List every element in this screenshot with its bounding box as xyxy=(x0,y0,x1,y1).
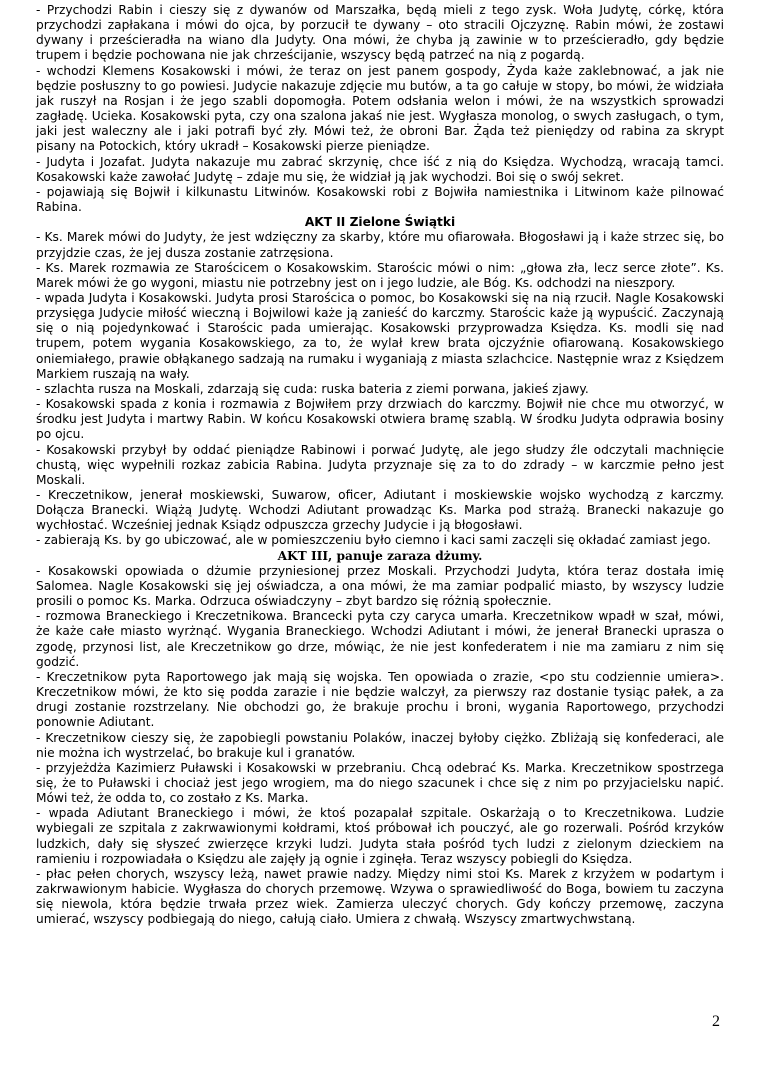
paragraph: - Kosakowski opowiada o dżumie przyniesionej przez Moskali. Przychodzi Judyta, która teraz dostała imię Salomea. Nagle Kosakowski się jej oświadcza, a ona mówi, że ma zamiar podpalić miasto, by wszyscy ludzie prosili o pomoc Ks. Marka. Odrzuca oświadczyny – zbyt bardzo się różnią społecznie. xyxy=(36,563,724,609)
paragraph: - Kreczetnikow, jenerał moskiewski, Suwarow, oficer, Adiutant i moskiewskie wojsko wychodzą z karczmy. Dołącza Branecki. Wiążą Judytę. Wchodzi Adiutant prowadząc Ks. Marka pod strażą. Branecki nakazuje go wychłostać. Wcześniej jednak Ksiądz odpuszcza grzechy Judycie i ją błogosławi. xyxy=(36,488,724,533)
paragraph: - Judyta i Jozafat. Judyta nakazuje mu zabrać skrzynię, chce iść z nią do Księdza. Wychodzą, wracają tamci. Kosakowski każe zawołać Judytę – zdaje mu się, że widział ją jak wychodzi. Boi się o swój sekret. xyxy=(36,154,724,184)
paragraph: - Przychodzi Rabin i cieszy się z dywanów od Marszałka, będą mieli z tego zysk. Woła Judytę, córkę, która przychodzi zapłakana i mówi do ojca, by porzucił te dywany – oto stracili Ojczyznę. Rabin mówi, że zostawi dywany i prześcieradła na wiano dla Judyty. Ona mówi, że chyba ją zawinie w to prześcieradło, gdy będzie trupem i będzie pochowana nie jak chrześcijanie, wszyscy będą patrzeć na nią z pogardą. xyxy=(36,3,724,63)
paragraph: - Kreczetnikow cieszy się, że zapobiegli powstaniu Polaków, inaczej byłoby ciężko. Zbliżają się konfederaci, ale nie można ich wystrzelać, bo brakuje kul i granatów. xyxy=(36,730,724,760)
paragraph: - wpada Adiutant Braneckiego i mówi, że ktoś pozapalał szpitale. Oskarżają o to Kreczetnikowa. Ludzie wybiegali ze szpitala z zakrwawionymi kołdrami, ktoś próbował ich pouczyć, ale go rozerwali. Pośród krzyków ludzkich, dały się słyszeć zwierzęce krzyki ludzi. Judyta stała pośród tych ludzi z zielonym dzieckiem na ramieniu i rozpowiadała o Księdzu ale zajęły ją ognie i zginęła. Teraz wszyscy pobiegli do Księdza. xyxy=(36,806,724,866)
paragraph: - szlachta rusza na Moskali, zdarzają się cuda: ruska bateria z ziemi porwana, jakieś zjawy. xyxy=(36,381,589,396)
paragraph: - przyjeżdża Kazimierz Puławski i Kosakowski w przebraniu. Chcą odebrać Ks. Marka. Kreczetnikow spostrzega się, że to Puławski i chociaż jest jego wrogiem, ma do niego szacunek i chce się z nim po przyjacielsku napić. Mówi też, że odda to, co zostało z Ks. Marka. xyxy=(36,760,724,806)
paragraph: - Kosakowski przybył by oddać pieniądze Rabinowi i porwać Judytę, ale jego słudzy źle odczytali machnięcie chustą, więc wypełnili rozkaz zabicia Rabina. Judyta przyznaje się za to do zdrady – w karczmie pełno jest Moskali. xyxy=(36,442,724,487)
paragraph: - Kosakowski spada z konia i rozmawia z Bojwiłem przy drzwiach do karczmy. Bojwił nie chce mu otworzyć, w środku jest Judyta i martwy Rabin. W końcu Kosakowski otwiera bramę szablą. W środku Judyta odprawia bosiny po ojcu. xyxy=(36,397,724,442)
document-body xyxy=(36,3,724,928)
paragraph: - płac pełen chorych, wszyscy leżą, nawet prawie nadzy. Między nimi stoi Ks. Marek z krzyżem w podartym i zakrwawionym habicie. Wygłasza do chorych przemowę. Wzywa o sprawiedliwość do Boga, bowiem tu zaczyna się niewola, która będzie trwała przez wiek. Zamierza uleczyć chorych. Gdy kończy przemowę, zaczyna umierać, wszyscy podbiegają do niego, całują ciało. Umiera z chwałą. Wszyscy zmartwychwstaną. xyxy=(36,866,724,927)
paragraph: - pojawiają się Bojwił i kilkunastu Litwinów. Kosakowski robi z Bojwiła namiestnika i Litwinom każe pilnować Rabina. xyxy=(36,184,724,215)
paragraph: - Ks. Marek rozmawia ze Starościcem o Kosakowskim. Starościc mówi o nim: „głowa zła, lecz serce złote”. Ks. Marek mówi że go wygoni, miastu nie potrzebny jest on i jego ludzie, ale Bóg. Ks. odchodzi na nieszpory. xyxy=(36,260,724,290)
paragraph: - zabierają Ks. by go ubiczować, ale w pomieszczeniu było ciemno i kaci sami zaczęli się okładać zamiast jego. xyxy=(36,533,711,548)
paragraph: - rozmowa Braneckiego i Kreczetnikowa. Brancecki pyta czy caryca umarła. Kreczetnikow wpadł w szał, mówi, że każe całe miasto wyrżnąć. Wygania Braneckiego. Wchodzi Adiutant i mówi, że jenerał Branecki uprasza o zgodę, przynosi list, ale Kreczetnikow go drze, mówiąc, że nie jest konfederatem i nie ma zamiaru z nim się godzić. xyxy=(36,609,724,669)
paragraph: - wpada Judyta i Kosakowski. Judyta prosi Starościca o pomoc, bo Kosakowski się na nią rzucił. Nagle Kosakowski przysięga Judycie miłość wieczną i Bojwilowi każe ją zanieść do karczmy. Starościc każe ją wypuścić. Zaczynają się o nią pojedynkować i Starościc pada umierając. Kosakowski przyprowadza Księdza. Ks. modli się nad trupem, potem wygania Kosakowskiego, za to, że wylał krew brata ojczyźnie ofiarowaną. Kosakowskiego oniemiałego, prawie obłąkanego sadzają na rumaku i wyganiają z miasta szlachcice. Następnie wraz z Księdzem Markiem ruszają na wały. xyxy=(36,290,724,381)
paragraph: - Kreczetnikow pyta Raportowego jak mają się wojska. Ten opowiada o zrazie, <po stu codziennie umiera>. Kreczetnikow mówi, że kto się podda zarazie i nie będzie walczył, za pierwszy raz dostanie tysiąc pałek, a za drugi zostanie rozstrzelany. Nie obchodzi go, że brakuje prochu i broni, wygania Raportowego, przychodzi ponownie Adiutant. xyxy=(36,669,724,730)
paragraph: - wchodzi Klemens Kosakowski i mówi, że teraz on jest panem gospody, Żyda każe zaklebnować, a jak nie będzie posłuszny to go powiesi. Judycie nakazuje zdjęcie mu butów, a ta go całuje w stopy, bo mówi, że widziała jak ruszył na Rosjan i że jego szabli dopomogła. Potem odsłania welon i mówi, że na wszystkich sprowadzi zagładę. Ucieka. Kosakowski pyta, czy ona szalona jakaś nie jest. Wygłasza monolog, o swych zasługach, o tym, jaki jest waleczny ale i jaki potrafi być zły. Mówi też, że obroni Bar. Żąda też pieniędzy od rabina za skrypt pisany na Potockich, który ukradł – Kosakowski pierze pieniądze. xyxy=(36,63,724,154)
paragraph: - Ks. Marek mówi do Judyty, że jest wdzięczny za skarby, które mu ofiarowała. Błogosławi ją i każe strzec się, bo przyjdzie czas, że jej dusza zostanie zatrzęsiona. xyxy=(36,230,724,260)
page-number: 2 xyxy=(712,1013,720,1030)
section-heading: AKT II Zielone Świątki xyxy=(304,215,456,230)
section-heading: AKT III, panuje zaraza dżumy. xyxy=(277,548,483,563)
